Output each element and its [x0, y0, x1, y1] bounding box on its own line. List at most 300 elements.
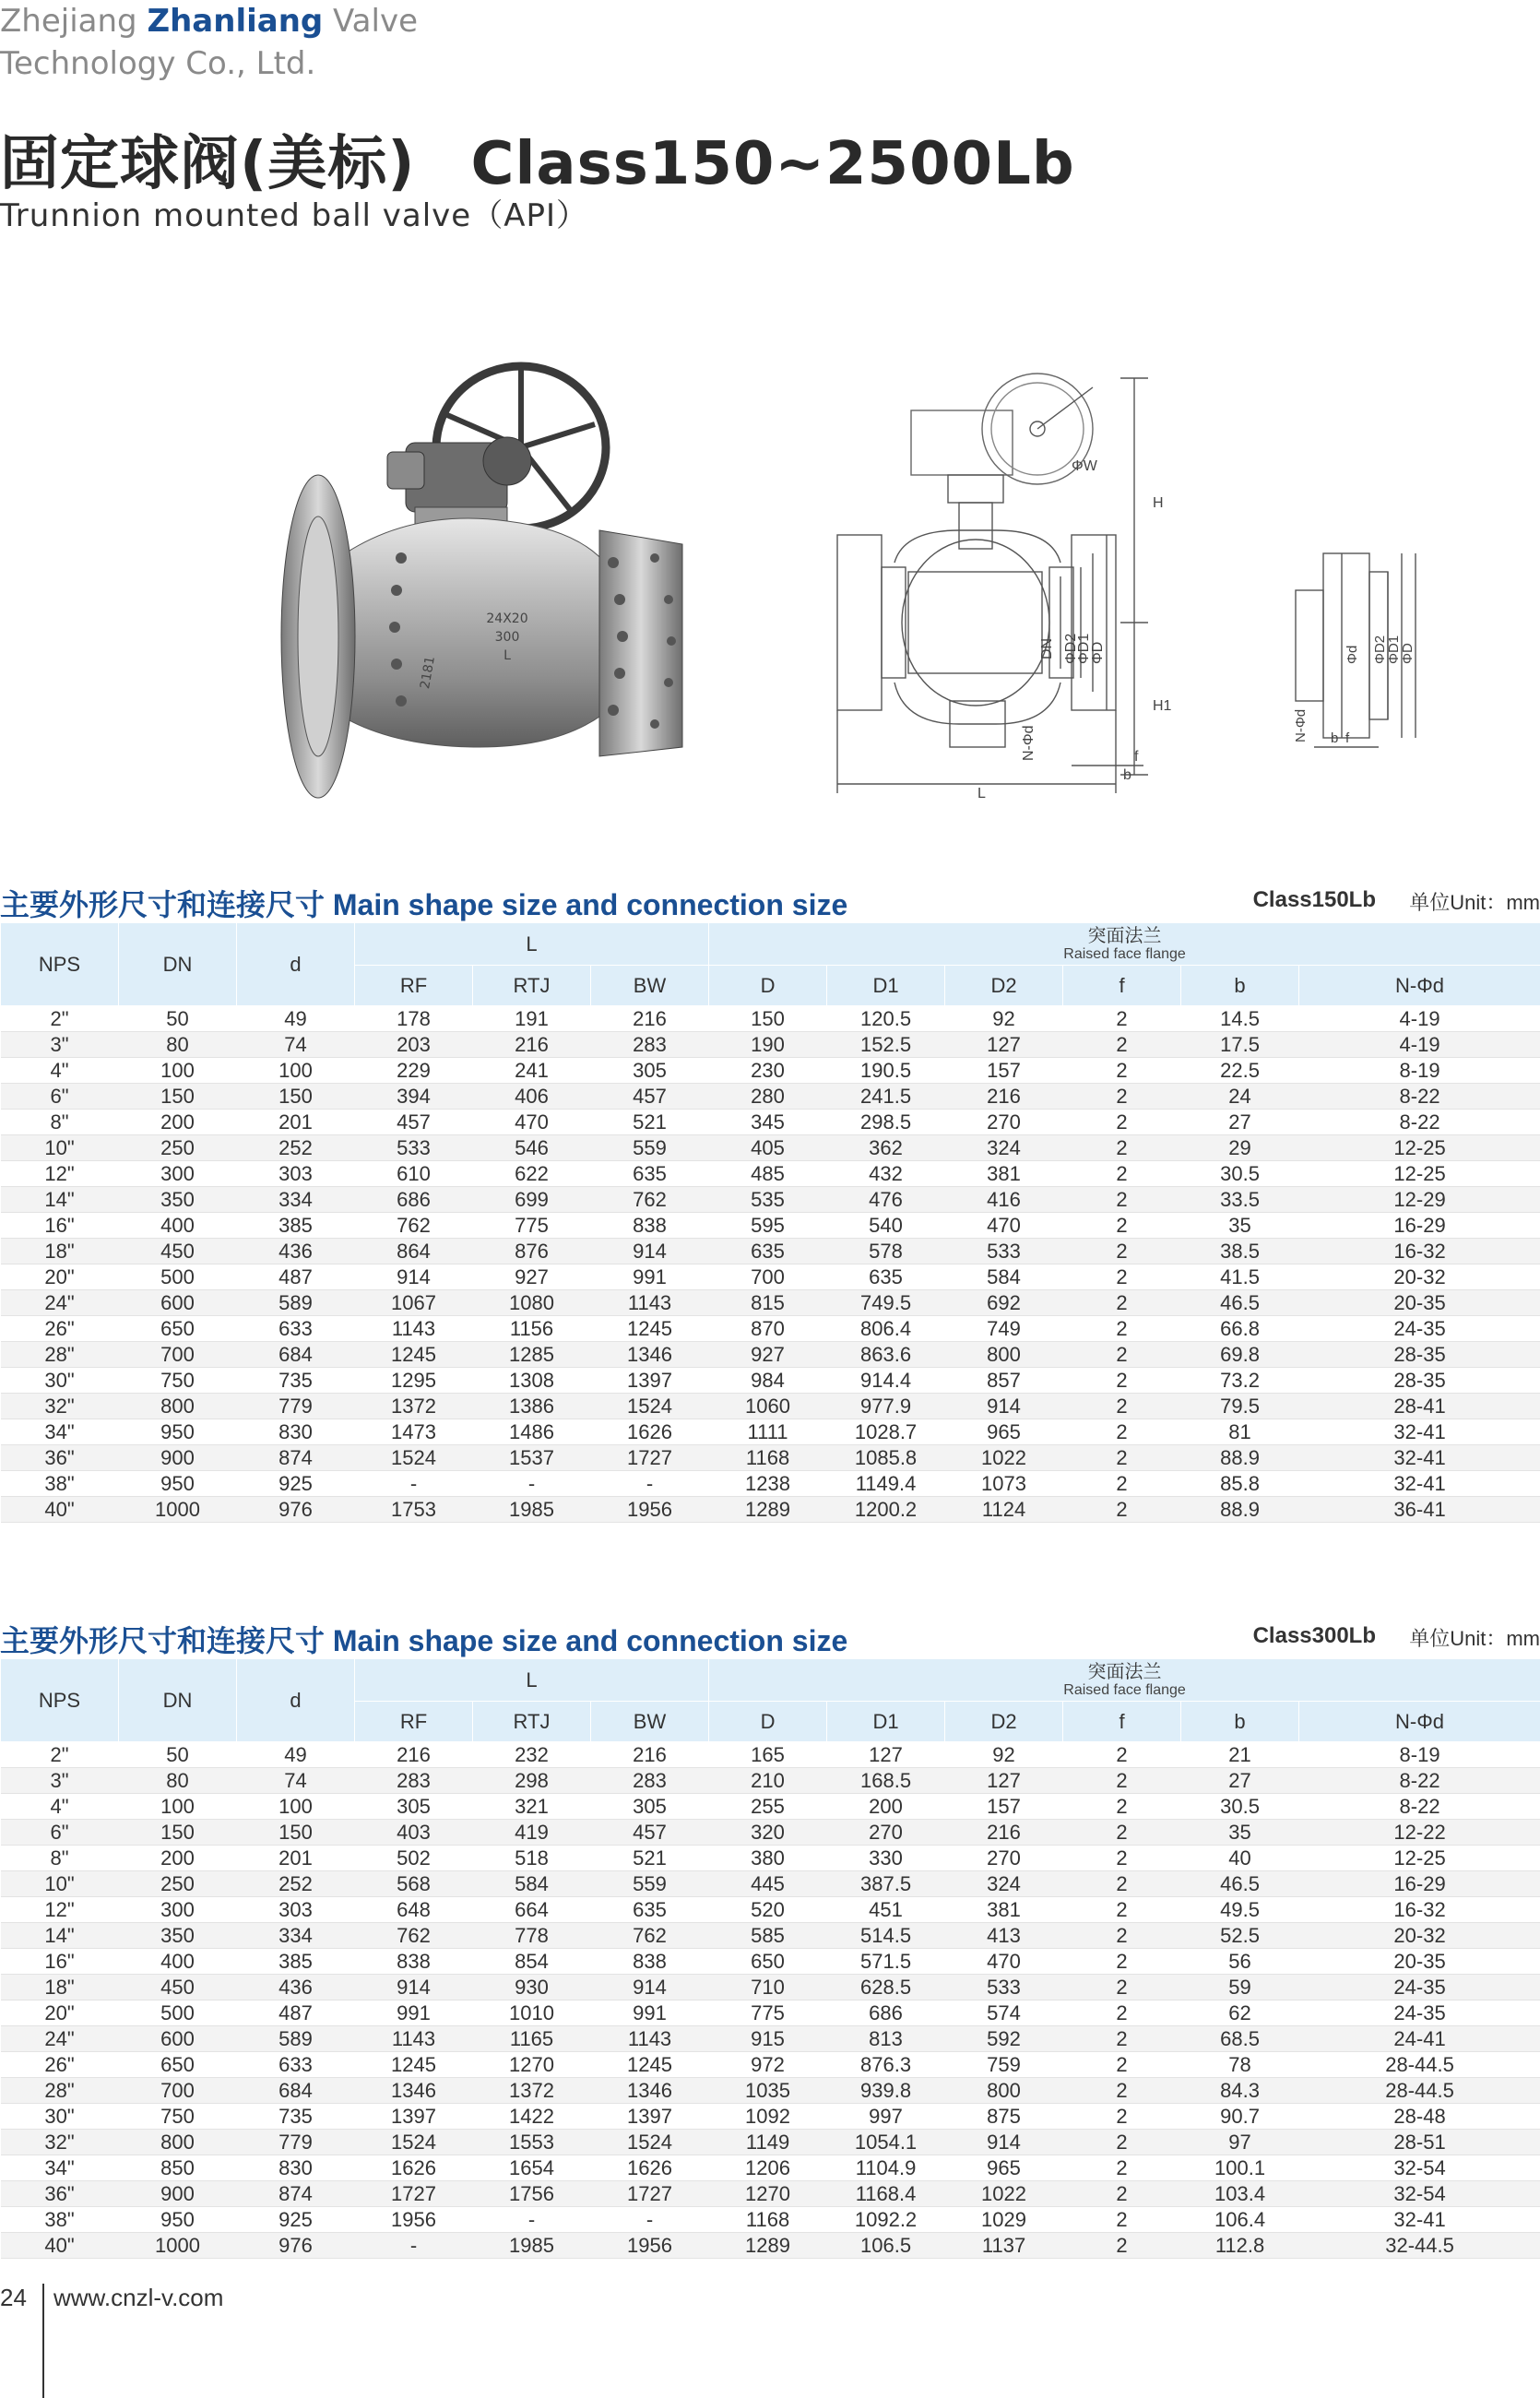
table-cell: 876.3 [827, 2052, 945, 2078]
table-cell: 436 [237, 1239, 355, 1264]
table-cell: 857 [945, 1368, 1063, 1394]
table-cell: 74 [237, 1032, 355, 1058]
table-cell: 92 [945, 1742, 1063, 1768]
table-cell: 120.5 [827, 1006, 945, 1032]
table-cell: 686 [827, 2000, 945, 2026]
table-cell: 950 [119, 1419, 237, 1445]
table-cell: 500 [119, 1264, 237, 1290]
table-cell: 216 [945, 1084, 1063, 1110]
table-cell: 622 [473, 1161, 591, 1187]
table-cell: 36-41 [1299, 1497, 1540, 1523]
table-cell: 535 [709, 1187, 827, 1213]
table-cell: 200 [119, 1110, 237, 1135]
table-cell: 3" [1, 1032, 119, 1058]
table-cell: 33.5 [1181, 1187, 1299, 1213]
table-cell: 232 [473, 1742, 591, 1768]
table-cell: 100 [119, 1058, 237, 1084]
table-cell: 750 [119, 1368, 237, 1394]
side-label-nd: N-Φd [1293, 708, 1309, 742]
header-rf: RF [355, 966, 473, 1006]
table-cell: 1245 [591, 2052, 709, 2078]
header-D1: D1 [827, 966, 945, 1006]
table-row [1, 2104, 1540, 2130]
table-cell: 200 [827, 1794, 945, 1820]
table-cell: 1245 [355, 1342, 473, 1368]
table-cell: 1022 [945, 1445, 1063, 1471]
table-cell: 12-22 [1299, 1820, 1540, 1846]
table-cell: 518 [473, 1846, 591, 1871]
table-cell: 2 [1063, 1794, 1181, 1820]
table-cell: 16-32 [1299, 1239, 1540, 1264]
table-cell: 2 [1063, 1161, 1181, 1187]
table-cell: 762 [591, 1187, 709, 1213]
table-cell: 36" [1, 2181, 119, 2207]
table-cell: 2 [1063, 1110, 1181, 1135]
table-cell: 664 [473, 1897, 591, 1923]
table-cell: 2 [1063, 1213, 1181, 1239]
table-row [1, 1110, 1540, 1135]
table-cell: 30.5 [1181, 1794, 1299, 1820]
table-row [1, 2026, 1540, 2052]
drawing-label-b: b [1123, 767, 1131, 783]
table-cell: 413 [945, 1923, 1063, 1949]
table-cell: 68.5 [1181, 2026, 1299, 2052]
table-cell: 298 [473, 1768, 591, 1794]
table-cell: 775 [473, 1213, 591, 1239]
table-cell: 24-41 [1299, 2026, 1540, 2052]
table-cell: 381 [945, 1897, 1063, 1923]
table-cell: 1200.2 [827, 1497, 945, 1523]
table-cell: 56 [1181, 1949, 1299, 1975]
table-cell: 900 [119, 2181, 237, 2207]
table-cell: 2" [1, 1006, 119, 1032]
company-line-2: Technology Co., Ltd. [0, 45, 316, 82]
table-cell: 216 [591, 1742, 709, 1768]
table-cell: 950 [119, 1471, 237, 1497]
table-cell: 26" [1, 1316, 119, 1342]
table-cell: 914 [355, 1264, 473, 1290]
table-cell: 12" [1, 1161, 119, 1187]
table-cell: 1985 [473, 2233, 591, 2259]
table-cell: 32-41 [1299, 1471, 1540, 1497]
table-cell: 1486 [473, 1419, 591, 1445]
table-cell: - [355, 1471, 473, 1497]
table-cell: 1346 [355, 2078, 473, 2104]
table-cell: 749.5 [827, 1290, 945, 1316]
table-cell: 800 [945, 2078, 1063, 2104]
header-b: b [1181, 966, 1299, 1006]
table-cell: 32-41 [1299, 1419, 1540, 1445]
table-cell: 12-29 [1299, 1187, 1540, 1213]
title-class-range: Class150~2500Lb [470, 130, 1075, 198]
header-D1: D1 [827, 1702, 945, 1742]
table-cell: 28-44.5 [1299, 2052, 1540, 2078]
table-row [1, 2130, 1540, 2155]
table-cell: 100.1 [1181, 2155, 1299, 2181]
table-cell: 41.5 [1181, 1264, 1299, 1290]
table-cell: 85.8 [1181, 1471, 1299, 1497]
table-row [1, 1084, 1540, 1110]
table-cell: 24-35 [1299, 2000, 1540, 2026]
table-cell: 190.5 [827, 1058, 945, 1084]
table-cell: 403 [355, 1820, 473, 1846]
header-nd: N-Φd [1299, 966, 1540, 1006]
table-cell: 255 [709, 1794, 827, 1820]
table-cell: 380 [709, 1846, 827, 1871]
table-cell: 66.8 [1181, 1316, 1299, 1342]
table-cell: 28-48 [1299, 2104, 1540, 2130]
table-cell: 157 [945, 1058, 1063, 1084]
header-bw: BW [591, 1702, 709, 1742]
table-cell: 18" [1, 1239, 119, 1264]
table-cell: 457 [355, 1110, 473, 1135]
table-cell: 546 [473, 1135, 591, 1161]
header-rf: RF [355, 1702, 473, 1742]
table-cell: 24-35 [1299, 1975, 1540, 2000]
table-cell: 283 [355, 1768, 473, 1794]
table-cell: 635 [591, 1161, 709, 1187]
table-cell: 16" [1, 1949, 119, 1975]
table-cell: 35 [1181, 1213, 1299, 1239]
table-cell: 775 [709, 2000, 827, 2026]
table-cell: 283 [591, 1768, 709, 1794]
table-cell: 387.5 [827, 1871, 945, 1897]
table-cell: 977.9 [827, 1394, 945, 1419]
table-cell: 521 [591, 1846, 709, 1871]
table-row [1, 1471, 1540, 1497]
side-label-f: f [1345, 730, 1350, 746]
header-nps: NPS [1, 1659, 119, 1742]
table-cell: 991 [355, 2000, 473, 2026]
casting-mark-4: 2181 [418, 655, 439, 691]
table-cell: 127 [945, 1768, 1063, 1794]
table-cell: 28" [1, 2078, 119, 2104]
table-cell: 984 [709, 1368, 827, 1394]
table-cell: 150 [709, 1006, 827, 1032]
table-cell: 650 [709, 1949, 827, 1975]
table-row [1, 1820, 1540, 1846]
table-cell: 2 [1063, 2233, 1181, 2259]
table-cell: 1085.8 [827, 1445, 945, 1471]
table-cell: 700 [709, 1264, 827, 1290]
table-cell: 2 [1063, 1949, 1181, 1975]
table-cell: 190 [709, 1032, 827, 1058]
table-row [1, 2155, 1540, 2181]
table-cell: 1295 [355, 1368, 473, 1394]
table-cell: 2 [1063, 1897, 1181, 1923]
table-cell: 595 [709, 1213, 827, 1239]
table-cell: 2 [1063, 1239, 1181, 1264]
table-cell: 710 [709, 1975, 827, 2000]
table-cell: 165 [709, 1742, 827, 1768]
table-cell: 27 [1181, 1110, 1299, 1135]
table-cell: 416 [945, 1187, 1063, 1213]
header-nd: N-Φd [1299, 1702, 1540, 1742]
table-row [1, 1742, 1540, 1768]
table-cell: 1626 [355, 2155, 473, 2181]
table-cell: 36" [1, 1445, 119, 1471]
title-zh: 固定球阀(美标) [0, 130, 416, 198]
header-D: D [709, 966, 827, 1006]
header-D2: D2 [945, 1702, 1063, 1742]
table-cell: 700 [119, 2078, 237, 2104]
table-cell: 533 [945, 1239, 1063, 1264]
table-cell: 628.5 [827, 1975, 945, 2000]
table-cell: 735 [237, 2104, 355, 2130]
table-cell: 457 [591, 1820, 709, 1846]
table-row [1, 1846, 1540, 1871]
header-b: b [1181, 1702, 1299, 1742]
section-class: Class300Lb [1252, 1623, 1376, 1648]
table-cell: 40" [1, 2233, 119, 2259]
table-cell: 298.5 [827, 1110, 945, 1135]
table-cell: 1727 [591, 1445, 709, 1471]
table-cell: 90.7 [1181, 2104, 1299, 2130]
table-cell: 559 [591, 1135, 709, 1161]
table-cell: 2 [1063, 1846, 1181, 1871]
table-cell: 875 [945, 2104, 1063, 2130]
table-cell: 12-25 [1299, 1846, 1540, 1871]
table-cell: 305 [591, 1794, 709, 1820]
table-cell: 850 [119, 2155, 237, 2181]
header-flange-zh: 突面法兰 [1087, 1661, 1162, 1682]
header-flange [709, 923, 1540, 966]
table-cell: 2 [1063, 1032, 1181, 1058]
table-cell: 470 [473, 1110, 591, 1135]
table-cell: 1270 [709, 2181, 827, 2207]
table-cell: 50 [119, 1742, 237, 1768]
table-cell: 648 [355, 1897, 473, 1923]
table-cell: 17.5 [1181, 1032, 1299, 1058]
table-cell: 1524 [591, 2130, 709, 2155]
table-cell: 6" [1, 1084, 119, 1110]
table-cell: 1956 [355, 2207, 473, 2233]
table-cell: 40 [1181, 1846, 1299, 1871]
table-cell: 1524 [355, 2130, 473, 2155]
table-cell: 692 [945, 1290, 1063, 1316]
table-cell: 2 [1063, 1871, 1181, 1897]
table-cell: 4-19 [1299, 1006, 1540, 1032]
table-cell: 487 [237, 1264, 355, 1290]
table-cell: 150 [119, 1084, 237, 1110]
table-cell: 18" [1, 1975, 119, 2000]
table-cell: 476 [827, 1187, 945, 1213]
table-cell: 38" [1, 1471, 119, 1497]
table-cell: 830 [237, 2155, 355, 2181]
table-cell: 32-41 [1299, 1445, 1540, 1471]
table-cell: 800 [945, 1342, 1063, 1368]
table-cell: 2 [1063, 1768, 1181, 1794]
table-cell: 870 [709, 1316, 827, 1342]
table-cell: 10" [1, 1135, 119, 1161]
page-footer [0, 2284, 369, 2398]
table-cell: 49 [237, 1006, 355, 1032]
table-cell: 100 [119, 1794, 237, 1820]
table-cell: 8-19 [1299, 1742, 1540, 1768]
table-cell: 32-41 [1299, 2207, 1540, 2233]
table-cell: 521 [591, 1110, 709, 1135]
table-cell: 330 [827, 1846, 945, 1871]
table-row [1, 1445, 1540, 1471]
table-cell: 991 [591, 2000, 709, 2026]
table-cell: 1422 [473, 2104, 591, 2130]
table-row [1, 2052, 1540, 2078]
table-cell: 1289 [709, 1497, 827, 1523]
table-cell: - [473, 2207, 591, 2233]
table-cell: 650 [119, 1316, 237, 1342]
table-cell: 28-51 [1299, 2130, 1540, 2155]
drawing-label-d: ΦD [1090, 641, 1106, 664]
header-D: D [709, 1702, 827, 1742]
table-cell: 1073 [945, 1471, 1063, 1497]
header-flange-en: Raised face flange [1063, 1681, 1186, 1698]
table-cell: 300 [119, 1161, 237, 1187]
table-cell: 520 [709, 1897, 827, 1923]
table-cell: 735 [237, 1368, 355, 1394]
table-cell: 500 [119, 2000, 237, 2026]
table-cell: 876 [473, 1239, 591, 1264]
website-link[interactable]: www.cnzl-v.com [53, 2284, 224, 2311]
table-cell: 874 [237, 1445, 355, 1471]
table-cell: 813 [827, 2026, 945, 2052]
table-cell: 585 [709, 1923, 827, 1949]
table-cell: 950 [119, 2207, 237, 2233]
table-cell: 24" [1, 1290, 119, 1316]
table-cell: 1000 [119, 2233, 237, 2259]
dimension-table [0, 922, 1540, 1523]
table-cell: 2 [1063, 1316, 1181, 1342]
company-name [0, 0, 418, 85]
table-cell: 1143 [591, 1290, 709, 1316]
table-cell: 1022 [945, 2181, 1063, 2207]
table-cell: 779 [237, 1394, 355, 1419]
header-dn: DN [119, 923, 237, 1006]
table-cell: 830 [237, 1419, 355, 1445]
table-cell: 88.9 [1181, 1445, 1299, 1471]
table-cell: 8" [1, 1846, 119, 1871]
header-l: L [355, 923, 709, 966]
table-cell: 2 [1063, 2052, 1181, 2078]
table-cell: 12-25 [1299, 1161, 1540, 1187]
drawing-label-d2: ΦD2 [1063, 633, 1079, 664]
table-cell: 635 [827, 1264, 945, 1290]
table-row [1, 1032, 1540, 1058]
table-cell: 3" [1, 1768, 119, 1794]
table-cell: 27 [1181, 1768, 1299, 1794]
table-cell: 216 [355, 1742, 473, 1768]
table-cell: 815 [709, 1290, 827, 1316]
table-cell: 81 [1181, 1419, 1299, 1445]
table-cell: 571.5 [827, 1949, 945, 1975]
table-cell: 2 [1063, 1135, 1181, 1161]
table-row [1, 2078, 1540, 2104]
table-cell: 4-19 [1299, 1032, 1540, 1058]
table-cell: 46.5 [1181, 1871, 1299, 1897]
table-cell: 925 [237, 2207, 355, 2233]
table-cell: 759 [945, 2052, 1063, 2078]
table-cell: 2 [1063, 1975, 1181, 2000]
section-class: Class150Lb [1252, 887, 1376, 912]
drawing-label-f: f [1134, 749, 1139, 765]
table-cell: 12-25 [1299, 1135, 1540, 1161]
table-row [1, 1768, 1540, 1794]
table-cell: 762 [591, 1923, 709, 1949]
table-cell: 1010 [473, 2000, 591, 2026]
table-cell: 1029 [945, 2207, 1063, 2233]
table-cell: 1206 [709, 2155, 827, 2181]
table-cell: 320 [709, 1820, 827, 1846]
table-cell: 150 [237, 1820, 355, 1846]
table-cell: 127 [827, 1742, 945, 1768]
table-cell: 305 [355, 1794, 473, 1820]
table-cell: 1397 [355, 2104, 473, 2130]
table-cell: 578 [827, 1239, 945, 1264]
table-cell: 1956 [591, 2233, 709, 2259]
table-cell: 280 [709, 1084, 827, 1110]
table-cell: 778 [473, 1923, 591, 1949]
table-cell: 1165 [473, 2026, 591, 2052]
table-cell: - [355, 2233, 473, 2259]
table-cell: 914 [591, 1975, 709, 2000]
table-cell: 324 [945, 1871, 1063, 1897]
table-cell: 100 [237, 1058, 355, 1084]
table-cell: 150 [237, 1084, 355, 1110]
header-d: d [237, 923, 355, 1006]
table-cell: 749 [945, 1316, 1063, 1342]
table-cell: 1524 [591, 1394, 709, 1419]
table-cell: 20" [1, 2000, 119, 2026]
table-cell: 1080 [473, 1290, 591, 1316]
table-cell: 250 [119, 1871, 237, 1897]
table-cell: 470 [945, 1213, 1063, 1239]
table-cell: 2 [1063, 1445, 1181, 1471]
page-subtitle: Trunnion mounted ball valve（API） [0, 197, 589, 234]
table-cell: 1727 [355, 2181, 473, 2207]
table-cell: 686 [355, 1187, 473, 1213]
table-cell: 1626 [591, 1419, 709, 1445]
table-cell: 610 [355, 1161, 473, 1187]
table-cell: 854 [473, 1949, 591, 1975]
table-cell: 838 [591, 1949, 709, 1975]
table-cell: 4" [1, 1794, 119, 1820]
table-cell: 874 [237, 2181, 355, 2207]
table-cell: 350 [119, 1923, 237, 1949]
table-cell: 2 [1063, 1084, 1181, 1110]
table-cell: 49 [237, 1742, 355, 1768]
drawing-label-l: L [977, 786, 986, 801]
table-cell: 2 [1063, 2078, 1181, 2104]
table-cell: 1137 [945, 2233, 1063, 2259]
table-cell: 1143 [355, 1316, 473, 1342]
table-row [1, 1135, 1540, 1161]
table-row [1, 2207, 1540, 2233]
table-cell: 2 [1063, 2104, 1181, 2130]
table-cell: 1397 [591, 1368, 709, 1394]
table-cell: 28-35 [1299, 1368, 1540, 1394]
table-cell: 445 [709, 1871, 827, 1897]
table-cell: 1553 [473, 2130, 591, 2155]
table-cell: 972 [709, 2052, 827, 2078]
table-cell: 1168.4 [827, 2181, 945, 2207]
table-cell: 14.5 [1181, 1006, 1299, 1032]
table-cell: 650 [119, 2052, 237, 2078]
table-cell: 200 [119, 1846, 237, 1871]
table-cell: 32-44.5 [1299, 2233, 1540, 2259]
table-cell: 2 [1063, 2130, 1181, 2155]
table-cell: 450 [119, 1975, 237, 2000]
table-cell: 334 [237, 1923, 355, 1949]
header-rtj: RTJ [473, 966, 591, 1006]
